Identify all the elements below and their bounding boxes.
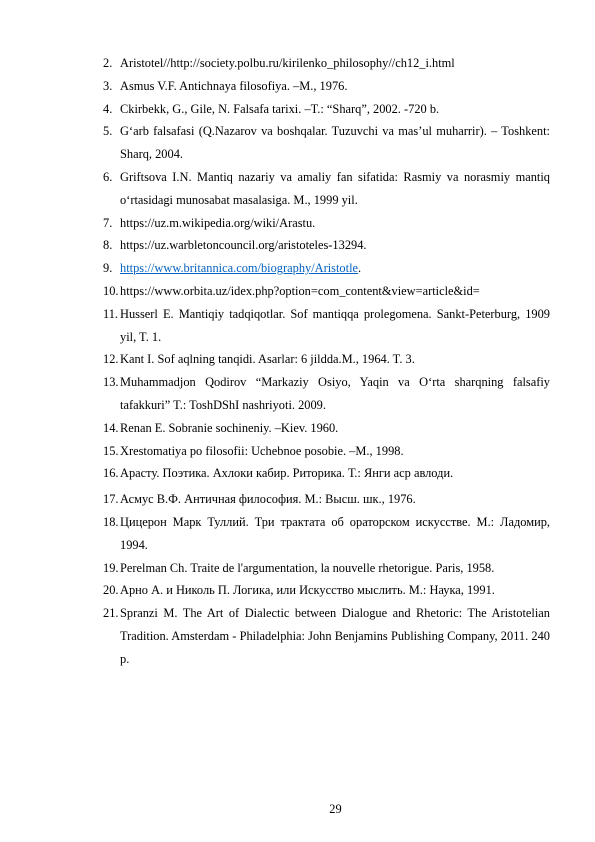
reference-text: Muhammadjon Qodirov “Markaziy Osiyo, Yaqin va O‘rta sharqning falsafiy tafakkuri” T.: ToshDShI nashriyoti. 2009. [120, 375, 550, 412]
reference-number: 16. [103, 466, 119, 481]
reference-list [103, 52, 550, 671]
reference-item [103, 234, 550, 257]
reference-text: Арно А. и Николь П. Логика, или Искусство мыслить. М.: Наука, 1991. [120, 583, 495, 598]
reference-number: 7. [103, 215, 113, 230]
reference-item [103, 602, 550, 670]
reference-item [103, 166, 550, 212]
reference-text: Ckirbekk, G., Gile, N. Falsafa tarixi. –T.: “Sharq”, 2002. -720 b. [120, 101, 440, 116]
page-number: 29 [329, 802, 342, 816]
reference-number: 3. [103, 78, 113, 93]
reference-number: 17. [103, 492, 119, 507]
reference-text: Kant I. Sof aqlning tanqidi. Asarlar: 6 jildda.M., 1964. T. 3. [120, 352, 415, 367]
reference-number: 10. [103, 283, 119, 298]
reference-text: Арасту. Поэтика. Ахлоки кабир. Риторика. Т.: Янги аср авлоди. [120, 466, 454, 481]
reference-item [103, 440, 550, 463]
reference-item [103, 52, 550, 75]
reference-number: 11. [103, 306, 119, 321]
reference-item [103, 371, 550, 417]
reference-text: Griftsova I.N. Mantiq nazariy va amaliy fan sifatida: Rasmiy va norasmiy mantiq o‘rtasidagi munosabat masalasiga. M., 1999 yil. [120, 169, 550, 207]
reference-item [103, 579, 550, 602]
reference-text: G‘arb falsafasi (Q.Nazarov va boshqalar. Tuzuvchi va mas’ul muharrir). – Toshkent: Sharq, 2004. [120, 124, 550, 162]
reference-text: Perelman Ch. Traite de l'argumentation, la nouvelle rhetorigue. Paris, 1958. [120, 560, 495, 575]
reference-text: Asmus V.F. Antichnaya filosofiya. –M., 1976. [120, 78, 348, 93]
reference-item [103, 212, 550, 235]
reference-text: Aristotel//http://society.polbu.ru/kirilenko_philosophy//ch12_i.html [120, 56, 455, 70]
reference-number: 21. [103, 606, 119, 621]
reference-text: https://www.orbita.uz/idex.php?option=com_content&view=article&id= [120, 283, 480, 298]
reference-number: 14. [103, 420, 119, 435]
reference-text: Xrestomatiya po filosofii: Uchebnoe posobie. –M., 1998. [120, 443, 404, 458]
reference-number: 13. [103, 375, 119, 390]
reference-number: 20. [103, 583, 119, 598]
reference-item [103, 120, 550, 166]
reference-number: 19. [103, 560, 119, 575]
reference-item [103, 98, 550, 121]
reference-item [103, 511, 550, 557]
reference-number: 18. [103, 514, 119, 529]
reference-item [103, 557, 550, 580]
reference-number: 4. [103, 101, 113, 116]
reference-text: Spranzi M. The Art of Dialectic between Dialogue and Rhetoric: The Aristotelian Tradition. Amsterdam - Philadelphia: John Benjamins Publishing Company, 2011. 240 p. [120, 606, 550, 666]
reference-item [103, 462, 550, 485]
reference-text: Renan E. Sobranie sochineniy. –Kiev. 1960. [120, 420, 339, 435]
reference-item [103, 417, 550, 440]
reference-number: 9. [103, 261, 113, 276]
reference-item [103, 488, 550, 511]
reference-item [103, 257, 550, 280]
reference-number: 5. [103, 124, 113, 139]
reference-text: https://uz.warbletoncouncil.org/aristoteles-13294. [120, 238, 367, 253]
reference-link-suffix: . [358, 261, 362, 276]
reference-item [103, 280, 550, 303]
reference-number: 15. [103, 443, 119, 458]
reference-text: https://uz.m.wikipedia.org/wiki/Arastu. [120, 215, 316, 230]
reference-item [103, 348, 550, 371]
reference-text: Асмус В.Ф. Античная философия. М.: Высш. шк., 1976. [120, 492, 416, 507]
reference-text: Цицерон Марк Туллий. Три трактата об ораторском искусстве. М.: Ладомир, 1994. [120, 514, 550, 552]
reference-number: 8. [103, 238, 113, 253]
reference-number: 12. [103, 352, 119, 367]
reference-item [103, 75, 550, 98]
reference-item [103, 303, 550, 349]
britannica-link[interactable]: https://www.britannica.com/biography/Aristotle [120, 261, 359, 276]
reference-number: 2. [103, 56, 113, 70]
reference-text: Husserl E. Mantiqiy tadqiqotlar. Sof mantiqqa prolegomena. Sankt-Peterburg, 1909 yil, T. 1. [120, 306, 550, 344]
reference-number: 6. [103, 169, 113, 184]
